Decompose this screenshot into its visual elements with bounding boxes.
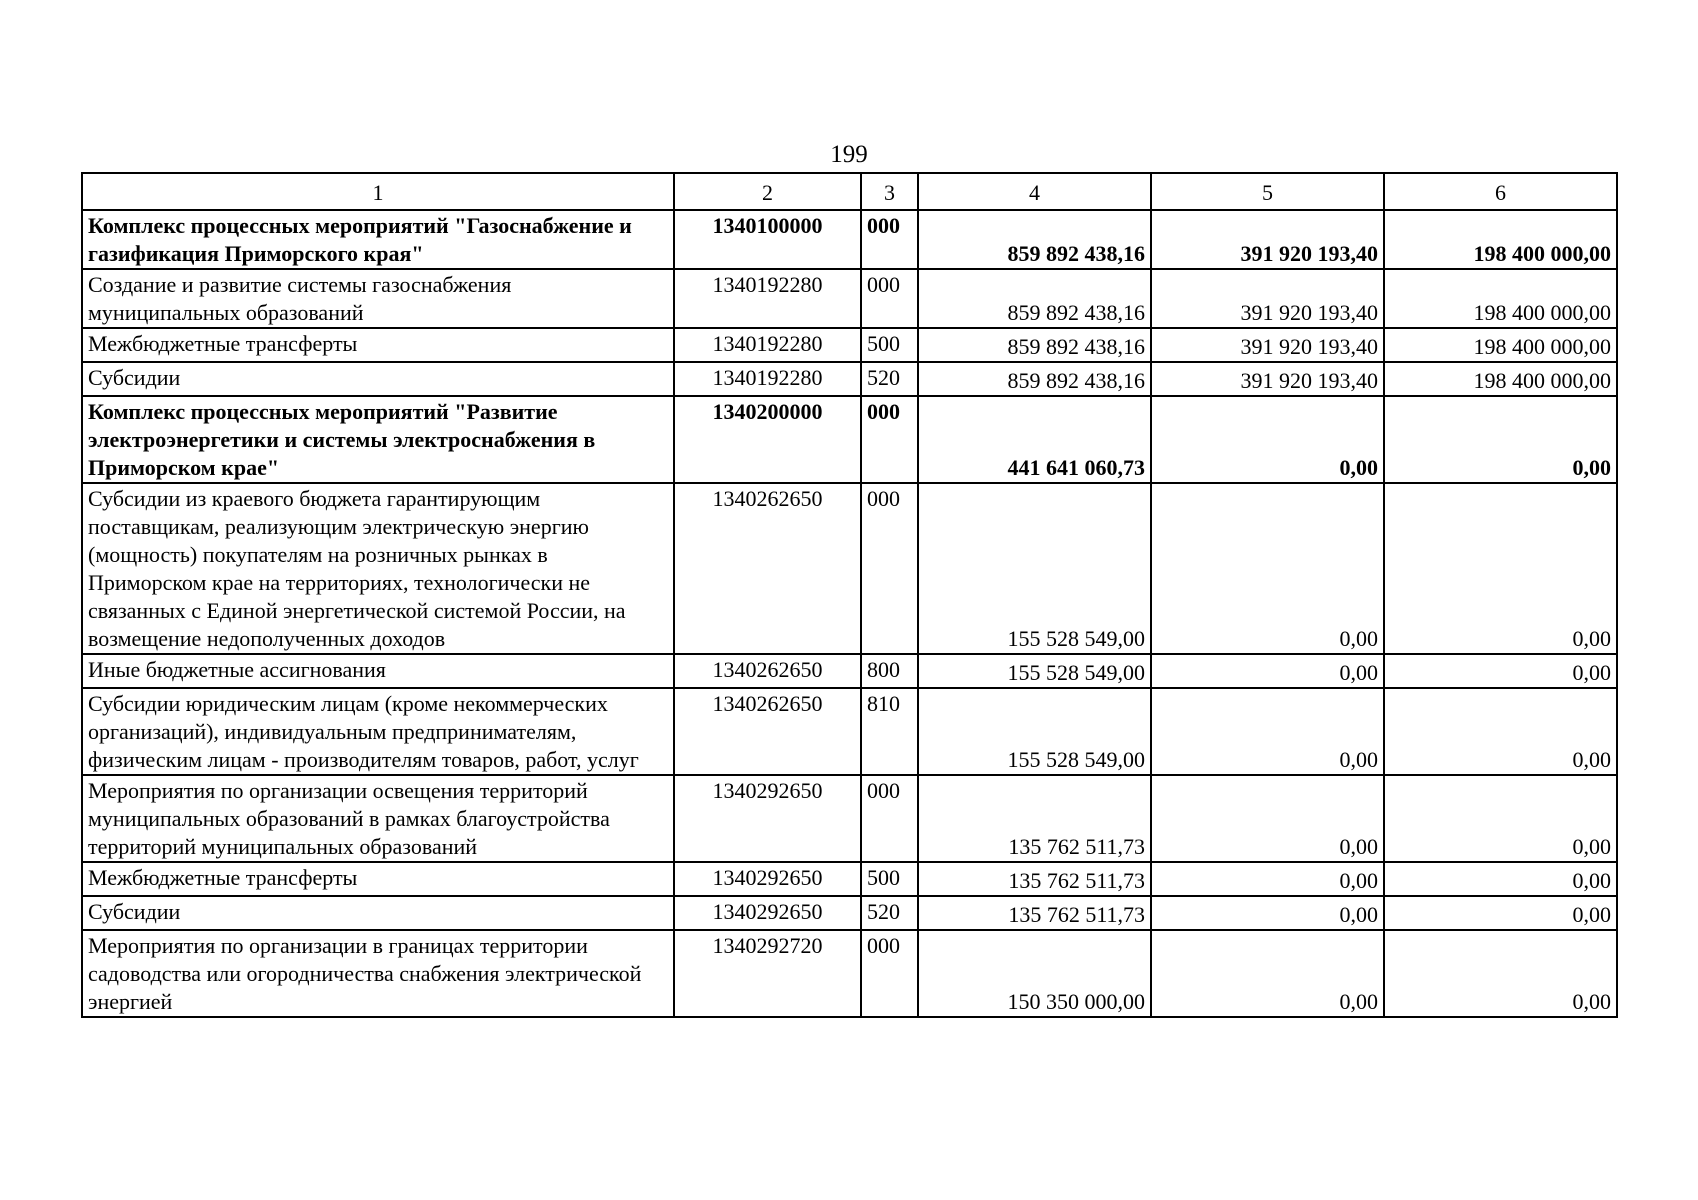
row-name-cell: Комплекс процессных мероприятий "Развитие электроэнергетики и системы электроснабжения в Приморском крае" <box>82 396 674 483</box>
row-value-5-cell: 0,00 <box>1151 396 1384 483</box>
table-row <box>82 362 1617 396</box>
row-value-6-cell: 0,00 <box>1384 688 1617 775</box>
table-row <box>82 862 1617 896</box>
table-row <box>82 654 1617 688</box>
table-header-row <box>82 173 1617 210</box>
table-row <box>82 210 1617 269</box>
row-value-5-cell: 0,00 <box>1151 862 1384 896</box>
table-row <box>82 688 1617 775</box>
row-vr-cell: 000 <box>861 483 918 654</box>
row-value-4-cell: 859 892 438,16 <box>918 362 1151 396</box>
row-vr-cell: 000 <box>861 269 918 328</box>
row-vr-cell: 520 <box>861 896 918 930</box>
row-value-6-cell: 198 400 000,00 <box>1384 269 1617 328</box>
table-row <box>82 483 1617 654</box>
row-value-4-cell: 859 892 438,16 <box>918 328 1151 362</box>
column-header-3: 3 <box>861 173 918 210</box>
row-code-cell: 1340192280 <box>674 362 861 396</box>
row-value-6-cell: 0,00 <box>1384 483 1617 654</box>
column-header-2: 2 <box>674 173 861 210</box>
table-row <box>82 930 1617 1017</box>
row-code-cell: 1340292650 <box>674 896 861 930</box>
column-header-5: 5 <box>1151 173 1384 210</box>
row-value-4-cell: 859 892 438,16 <box>918 210 1151 269</box>
row-code-cell: 1340192280 <box>674 328 861 362</box>
row-vr-cell: 000 <box>861 775 918 862</box>
row-value-4-cell: 441 641 060,73 <box>918 396 1151 483</box>
row-value-5-cell: 0,00 <box>1151 775 1384 862</box>
row-value-4-cell: 155 528 549,00 <box>918 688 1151 775</box>
row-value-5-cell: 0,00 <box>1151 688 1384 775</box>
page-number: 199 <box>830 141 868 168</box>
row-value-4-cell: 155 528 549,00 <box>918 483 1151 654</box>
row-name-cell: Комплекс процессных мероприятий "Газоснабжение и газификация Приморского края" <box>82 210 674 269</box>
row-value-5-cell: 0,00 <box>1151 896 1384 930</box>
row-name-cell: Иные бюджетные ассигнования <box>82 654 674 688</box>
row-value-4-cell: 135 762 511,73 <box>918 896 1151 930</box>
row-value-4-cell: 135 762 511,73 <box>918 862 1151 896</box>
row-code-cell: 1340292720 <box>674 930 861 1017</box>
row-code-cell: 1340262650 <box>674 654 861 688</box>
row-value-6-cell: 0,00 <box>1384 896 1617 930</box>
row-vr-cell: 000 <box>861 210 918 269</box>
row-name-cell: Мероприятия по организации освещения территорий муниципальных образований в рамках благоустройства территорий муниципальных образований <box>82 775 674 862</box>
row-value-6-cell: 0,00 <box>1384 775 1617 862</box>
row-code-cell: 1340292650 <box>674 775 861 862</box>
row-value-6-cell: 0,00 <box>1384 396 1617 483</box>
column-header-6: 6 <box>1384 173 1617 210</box>
budget-table <box>81 172 1618 1018</box>
row-value-6-cell: 198 400 000,00 <box>1384 362 1617 396</box>
row-code-cell: 1340192280 <box>674 269 861 328</box>
row-vr-cell: 810 <box>861 688 918 775</box>
row-vr-cell: 000 <box>861 396 918 483</box>
row-vr-cell: 800 <box>861 654 918 688</box>
row-name-cell: Мероприятия по организации в границах территории садоводства или огородничества снабжения электрической энергией <box>82 930 674 1017</box>
row-vr-cell: 500 <box>861 328 918 362</box>
row-value-6-cell: 0,00 <box>1384 654 1617 688</box>
row-name-cell: Межбюджетные трансферты <box>82 862 674 896</box>
row-value-6-cell: 0,00 <box>1384 862 1617 896</box>
row-value-5-cell: 391 920 193,40 <box>1151 210 1384 269</box>
row-value-6-cell: 0,00 <box>1384 930 1617 1017</box>
column-header-4: 4 <box>918 173 1151 210</box>
row-value-5-cell: 391 920 193,40 <box>1151 328 1384 362</box>
row-name-cell: Создание и развитие системы газоснабжения муниципальных образований <box>82 269 674 328</box>
row-value-4-cell: 150 350 000,00 <box>918 930 1151 1017</box>
row-value-5-cell: 0,00 <box>1151 483 1384 654</box>
row-vr-cell: 000 <box>861 930 918 1017</box>
table-row <box>82 396 1617 483</box>
row-name-cell: Субсидии <box>82 362 674 396</box>
row-value-4-cell: 135 762 511,73 <box>918 775 1151 862</box>
table-row <box>82 328 1617 362</box>
row-value-5-cell: 391 920 193,40 <box>1151 362 1384 396</box>
row-value-4-cell: 859 892 438,16 <box>918 269 1151 328</box>
table-row <box>82 775 1617 862</box>
table-row <box>82 269 1617 328</box>
row-value-5-cell: 0,00 <box>1151 930 1384 1017</box>
row-value-4-cell: 155 528 549,00 <box>918 654 1151 688</box>
row-name-cell: Субсидии юридическим лицам (кроме некоммерческих организаций), индивидуальным предпринимателям, физическим лицам - производителям товаров, работ, услуг <box>82 688 674 775</box>
row-name-cell: Субсидии из краевого бюджета гарантирующим поставщикам, реализующим электрическую энергию (мощность) покупателям на розничных рынках в Приморском крае на территориях, технологически не связанных с Единой энергетической системой России, на возмещение недополученных доходов <box>82 483 674 654</box>
row-vr-cell: 500 <box>861 862 918 896</box>
row-value-6-cell: 198 400 000,00 <box>1384 328 1617 362</box>
row-vr-cell: 520 <box>861 362 918 396</box>
row-value-5-cell: 0,00 <box>1151 654 1384 688</box>
row-value-5-cell: 391 920 193,40 <box>1151 269 1384 328</box>
row-name-cell: Межбюджетные трансферты <box>82 328 674 362</box>
row-code-cell: 1340100000 <box>674 210 861 269</box>
column-header-1: 1 <box>82 173 674 210</box>
row-code-cell: 1340262650 <box>674 483 861 654</box>
row-code-cell: 1340262650 <box>674 688 861 775</box>
table-row <box>82 896 1617 930</box>
row-name-cell: Субсидии <box>82 896 674 930</box>
row-code-cell: 1340200000 <box>674 396 861 483</box>
row-value-6-cell: 198 400 000,00 <box>1384 210 1617 269</box>
row-code-cell: 1340292650 <box>674 862 861 896</box>
